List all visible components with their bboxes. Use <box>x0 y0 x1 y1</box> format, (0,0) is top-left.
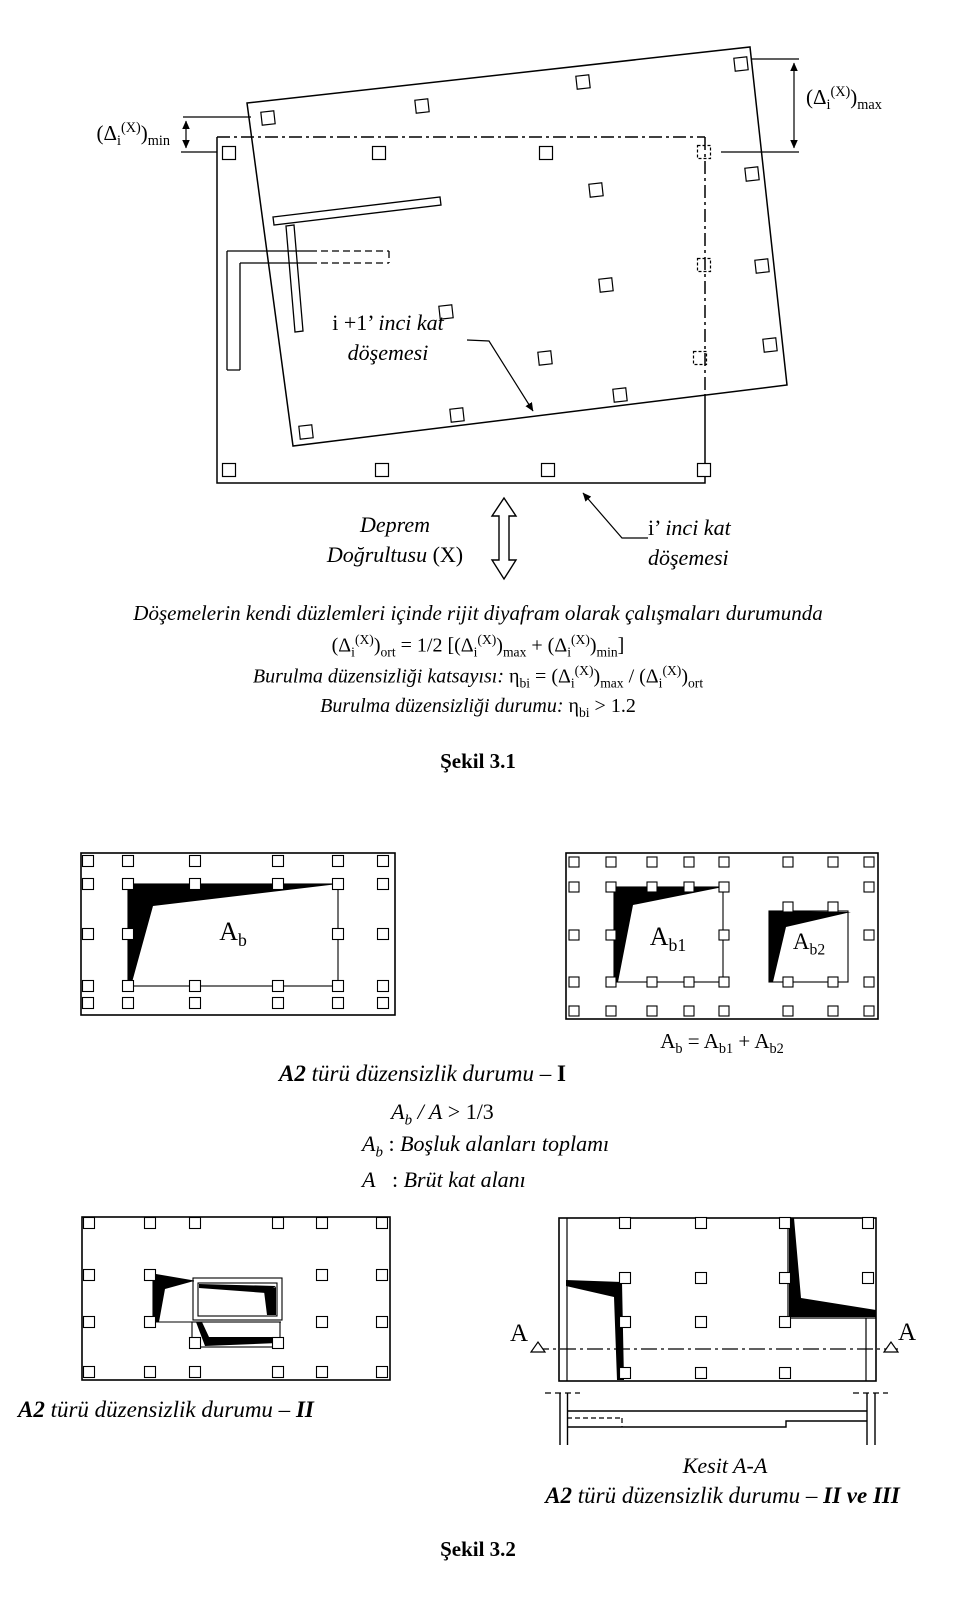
fig32-plan-II-III <box>531 1218 898 1446</box>
column-marker <box>377 1218 388 1229</box>
column-marker <box>190 1218 201 1229</box>
column-marker <box>84 1218 95 1229</box>
column-marker <box>145 1367 156 1378</box>
column-marker <box>333 856 344 867</box>
column-marker <box>863 1218 874 1229</box>
column-marker <box>863 1273 874 1284</box>
column-marker <box>599 278 613 292</box>
column-marker <box>83 879 94 890</box>
column-marker <box>719 977 729 987</box>
leader-lower-slab <box>583 493 648 538</box>
column-marker <box>333 879 344 890</box>
column-marker <box>378 929 389 940</box>
opening-marker-4 <box>196 1322 278 1346</box>
column-marker <box>620 1273 631 1284</box>
column-marker <box>273 856 284 867</box>
diaphragm-note: Döşemelerin kendi düzlemleri içinde rijit diyafram olarak çalışmaları durumunda <box>133 601 823 625</box>
column-marker <box>719 882 729 892</box>
opening-marker-3 <box>264 1287 276 1315</box>
definition-a: A : Brüt kat alanı <box>362 1167 526 1192</box>
column-marker <box>684 1006 694 1016</box>
column-marker <box>273 1338 284 1349</box>
column-marker <box>261 111 275 125</box>
column-marker <box>377 1317 388 1328</box>
caption-a2-case-2-3: A2 türü düzensizlik durumu – II ve III <box>545 1483 900 1508</box>
column-marker <box>273 1218 284 1229</box>
column-marker <box>273 981 284 992</box>
column-marker <box>783 977 793 987</box>
column-marker <box>190 981 201 992</box>
column-marker <box>377 1270 388 1281</box>
column-marker <box>145 1270 156 1281</box>
column-marker <box>647 1006 657 1016</box>
column-marker <box>123 856 134 867</box>
column-marker <box>123 981 134 992</box>
column-marker <box>719 930 729 940</box>
opening-marker-1 <box>153 1274 194 1322</box>
plan-columns <box>620 1218 874 1379</box>
section-slab-hidden-lines <box>567 1418 622 1427</box>
column-marker <box>684 977 694 987</box>
column-marker <box>123 879 134 890</box>
section-arrow-left <box>531 1342 545 1352</box>
column-marker <box>719 1006 729 1016</box>
column-marker <box>569 1006 579 1016</box>
column-marker <box>783 857 793 867</box>
column-marker <box>273 879 284 890</box>
column-marker <box>84 1317 95 1328</box>
column-marker <box>273 998 284 1009</box>
column-marker <box>376 464 389 477</box>
column-marker <box>317 1218 328 1229</box>
label-earthquake-direction <box>305 510 485 569</box>
column-marker <box>333 998 344 1009</box>
column-marker <box>569 977 579 987</box>
section-label-a-left: A <box>510 1320 529 1347</box>
label-lower-slab-line2: döşemesi <box>648 544 729 570</box>
figure-caption-3-2: Şekil 3.2 <box>440 1537 516 1561</box>
column-marker <box>696 1218 707 1229</box>
column-marker <box>620 1317 631 1328</box>
column-marker <box>864 930 874 940</box>
column-marker <box>606 1006 616 1016</box>
formula-torsion-coefficient: Burulma düzensizliği katsayısı: $\eta_{bi} = (\Delta_i^{(X)})_{max} / (\Delta_i^{(X)})_{ort}$ <box>252 663 704 691</box>
column-marker <box>864 1006 874 1016</box>
label-ab2: $A_{b2}$ <box>792 929 826 959</box>
column-marker <box>828 857 838 867</box>
equation-opening-ratio: $A_b / A > 1/3$ <box>391 1099 494 1129</box>
label-drift-max: $(\Delta_i^{(X)})_{max}$ <box>806 84 882 114</box>
column-marker <box>378 879 389 890</box>
column-marker <box>734 57 748 71</box>
column-marker <box>317 1317 328 1328</box>
column-marker <box>83 929 94 940</box>
column-marker <box>613 388 627 402</box>
column-marker <box>333 981 344 992</box>
column-marker <box>378 998 389 1009</box>
label-lower-slab-line1: i’ inci kat <box>648 515 731 540</box>
column-marker <box>83 998 94 1009</box>
column-marker <box>745 167 759 181</box>
column-marker <box>145 1218 156 1229</box>
earthquake-direction-arrow <box>492 498 516 579</box>
column-marker <box>780 1273 791 1284</box>
column-marker <box>606 930 616 940</box>
column-marker <box>540 147 553 160</box>
label-earthquake-line1: Deprem <box>359 512 431 537</box>
column-marker <box>190 856 201 867</box>
column-marker <box>123 998 134 1009</box>
column-marker <box>569 882 579 892</box>
column-marker <box>864 977 874 987</box>
caption-kesit-aa: Kesit A-A <box>682 1453 768 1478</box>
column-marker <box>576 75 590 89</box>
plan-columns <box>84 1218 388 1378</box>
opening-marker-right <box>789 1218 876 1317</box>
column-marker <box>698 259 711 272</box>
column-marker <box>317 1367 328 1378</box>
column-marker <box>647 857 657 867</box>
column-marker <box>647 882 657 892</box>
opening-marker-left <box>566 1280 624 1380</box>
column-marker <box>377 1367 388 1378</box>
column-marker <box>223 464 236 477</box>
column-marker <box>783 902 793 912</box>
floor-plan-outline <box>559 1218 876 1381</box>
column-marker <box>698 464 711 477</box>
column-marker <box>606 857 616 867</box>
figure-caption-3-1: Şekil 3.1 <box>440 749 516 773</box>
column-marker <box>698 146 711 159</box>
column-marker <box>83 856 94 867</box>
column-marker <box>84 1270 95 1281</box>
column-marker <box>373 147 386 160</box>
column-marker <box>190 998 201 1009</box>
column-marker <box>763 338 777 352</box>
equation-opening-sum: $A_b = A_{b1} + A_{b2}$ <box>660 1029 784 1058</box>
label-drift-min: $(\Delta_i^{(X)})_{min}$ <box>96 120 170 150</box>
definition-ab: $A_b$ : Boşluk alanları toplamı <box>362 1131 610 1161</box>
column-marker <box>620 1368 631 1379</box>
column-marker <box>273 1367 284 1378</box>
label-upper-slab-line2: döşemesi <box>347 339 429 365</box>
column-marker <box>317 1270 328 1281</box>
column-marker <box>864 857 874 867</box>
formula-average-drift: $(\Delta_i^{(X)})_{ort} = 1/2$ $[(\Delta_i^{(X)})_{max} + (\Delta_i^{(X)})_{min}]$ <box>331 632 625 660</box>
column-marker <box>190 879 201 890</box>
column-marker <box>415 99 429 113</box>
label-ab: $A_b$ <box>219 917 247 951</box>
column-marker <box>538 351 552 365</box>
column-marker <box>719 857 729 867</box>
section-label-a-right: A <box>898 1319 917 1346</box>
column-marker <box>647 977 657 987</box>
floor-plan-outline <box>82 1217 390 1380</box>
column-marker <box>378 981 389 992</box>
column-marker <box>569 857 579 867</box>
column-marker <box>83 981 94 992</box>
label-ab1: $A_{b1}$ <box>649 922 687 956</box>
column-marker <box>606 977 616 987</box>
column-marker <box>696 1368 707 1379</box>
column-marker <box>828 1006 838 1016</box>
caption-a2-case-2: A2 türü düzensizlik durumu – II <box>18 1397 314 1422</box>
column-marker <box>620 1218 631 1229</box>
column-marker <box>378 856 389 867</box>
dim-min-extension-lines <box>181 117 251 152</box>
column-marker <box>783 1006 793 1016</box>
label-upper-slab <box>293 308 483 367</box>
column-marker <box>864 882 874 892</box>
section-walls <box>560 1393 875 1445</box>
column-marker <box>450 408 464 422</box>
column-marker <box>299 425 313 439</box>
fig31-torsion-diagram <box>181 47 799 579</box>
column-marker <box>589 183 603 197</box>
column-marker <box>684 857 694 867</box>
column-marker <box>145 1317 156 1328</box>
column-marker <box>333 929 344 940</box>
column-marker <box>828 902 838 912</box>
column-marker <box>696 1317 707 1328</box>
column-marker <box>190 1367 201 1378</box>
column-marker <box>223 147 236 160</box>
column-marker <box>780 1218 791 1229</box>
column-marker <box>755 259 769 273</box>
section-slab-lines <box>567 1411 867 1427</box>
column-marker <box>123 929 134 940</box>
shear-wall-L-hidden <box>310 251 389 263</box>
column-marker <box>696 1273 707 1284</box>
label-lower-slab <box>648 513 731 572</box>
column-marker <box>190 1338 201 1349</box>
column-marker <box>569 930 579 940</box>
column-marker <box>828 977 838 987</box>
fig32-plan-II <box>82 1217 390 1380</box>
fig31-columns <box>223 57 778 477</box>
label-earthquake-line2: Doğrultusu (X) <box>326 541 464 567</box>
shear-wall-rotated-a <box>273 197 441 225</box>
column-marker <box>780 1368 791 1379</box>
section-arrow-right <box>884 1342 898 1352</box>
label-upper-slab-line1: i +1’ inci kat <box>332 310 444 335</box>
column-marker <box>780 1317 791 1328</box>
column-marker <box>606 882 616 892</box>
caption-a2-case-1: A2 türü düzensizlik durumu – I <box>279 1061 566 1086</box>
formula-torsion-condition: Burulma düzensizliği durumu: $\eta_{bi} > 1.2$ <box>320 695 636 720</box>
column-marker <box>542 464 555 477</box>
column-marker <box>684 882 694 892</box>
column-marker <box>84 1367 95 1378</box>
